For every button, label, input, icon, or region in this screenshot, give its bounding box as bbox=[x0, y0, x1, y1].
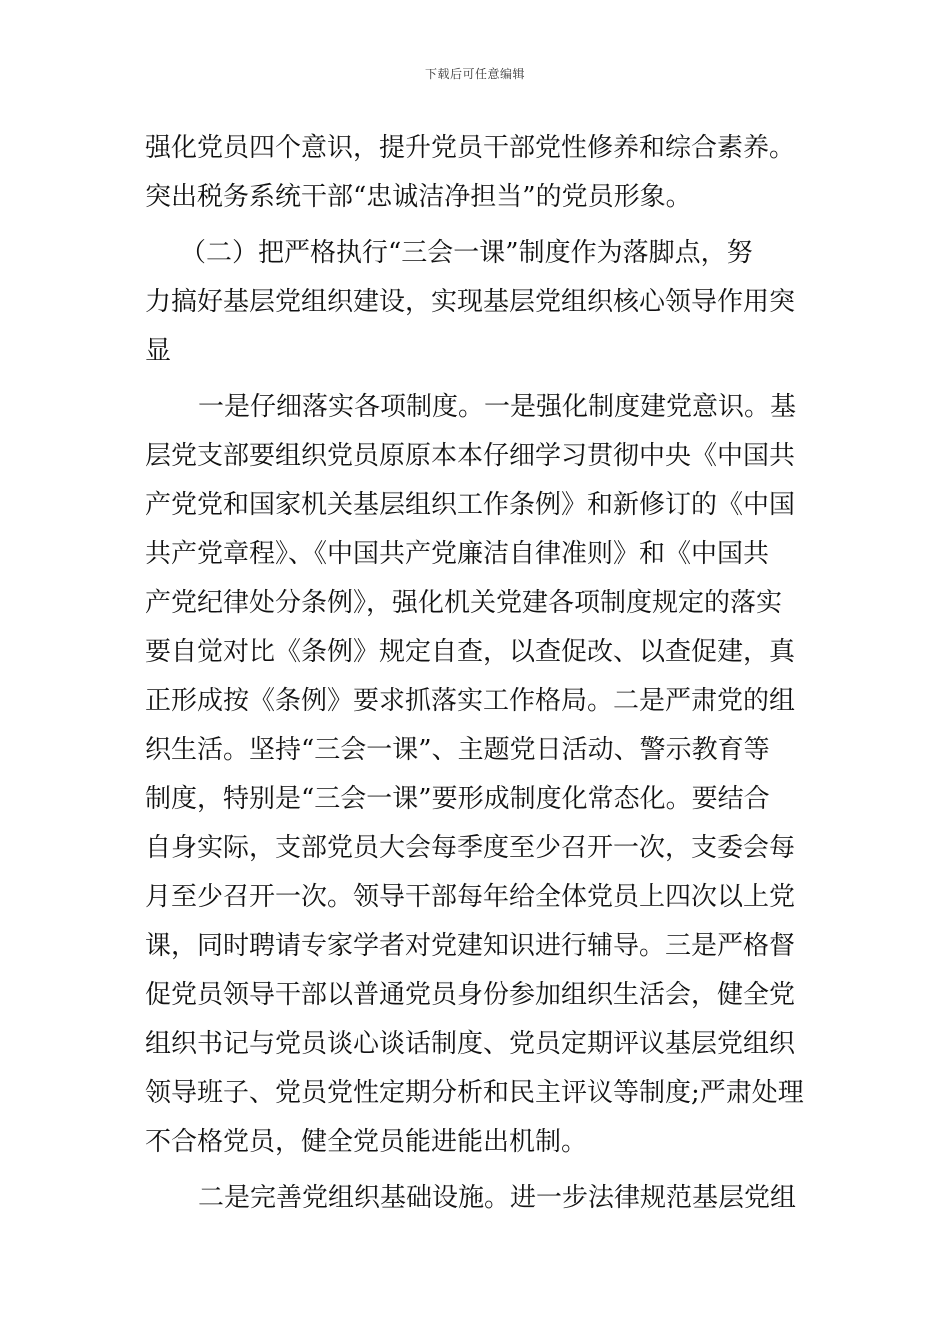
text-line: 课，同时聘请专家学者对党建知识进行辅导。三是严格督 bbox=[145, 931, 796, 961]
text-line: 正形成按《条例》要求抓落实工作格局。二是严肃党的组 bbox=[145, 686, 796, 716]
text-line: 二是完善党组织基础设施。进一步法律规范基层党组 bbox=[198, 1183, 797, 1213]
text-line: 层党支部要组织党员原原本本仔细学习贯彻中央《中国共 bbox=[145, 441, 796, 471]
section-heading-line: 力搞好基层党组织建设，实现基层党组织核心领导作用突 bbox=[145, 287, 796, 317]
text-line: 一是仔细落实各项制度。一是强化制度建党意识。基 bbox=[198, 392, 797, 422]
text-line: 不合格党员，健全党员能进能出机制。 bbox=[145, 1127, 588, 1157]
text-line: 突出税务系统干部“忠诚洁净担当”的党员形象。 bbox=[145, 182, 692, 212]
text-line: 月至少召开一次。领导干部每年给全体党员上四次以上党 bbox=[145, 882, 796, 912]
text-line: 制度，特别是“三会一课”要形成制度化常态化。要结合 bbox=[145, 784, 770, 814]
text-line: 组织书记与党员谈心谈话制度、党员定期评议基层党组织 bbox=[145, 1029, 796, 1059]
text-line: 自身实际，支部党员大会每季度至少召开一次，支委会每 bbox=[145, 833, 796, 863]
document-body bbox=[145, 124, 810, 1223]
text-line: 领导班子、党员党性定期分析和民主评议等制度;严肃处理 bbox=[145, 1078, 804, 1108]
page-header: 下载后可任意编辑 bbox=[424, 67, 525, 81]
text-line: 共产党章程》、《中国共产党廉洁自律准则》和《中国共 bbox=[145, 539, 770, 569]
text-line: 产党纪律处分条例》，强化机关党建各项制度规定的落实 bbox=[145, 588, 783, 618]
section-heading-line: 显 bbox=[145, 336, 172, 366]
text-line: 强化党员四个意识，提升党员干部党性修养和综合素养。 bbox=[145, 133, 796, 163]
text-line: 促党员领导干部以普通党员身份参加组织生活会，健全党 bbox=[145, 980, 796, 1010]
text-line: 产党党和国家机关基层组织工作条例》和新修订的《中国 bbox=[145, 490, 796, 520]
section-heading-line: （二）把严格执行“三会一课”制度作为落脚点，努 bbox=[180, 238, 753, 268]
text-line: 织生活。坚持“三会一课”、主题党日活动、警示教育等 bbox=[145, 735, 770, 765]
text-line: 要自觉对比《条例》规定自查，以查促改、以查促建，真 bbox=[145, 637, 796, 667]
